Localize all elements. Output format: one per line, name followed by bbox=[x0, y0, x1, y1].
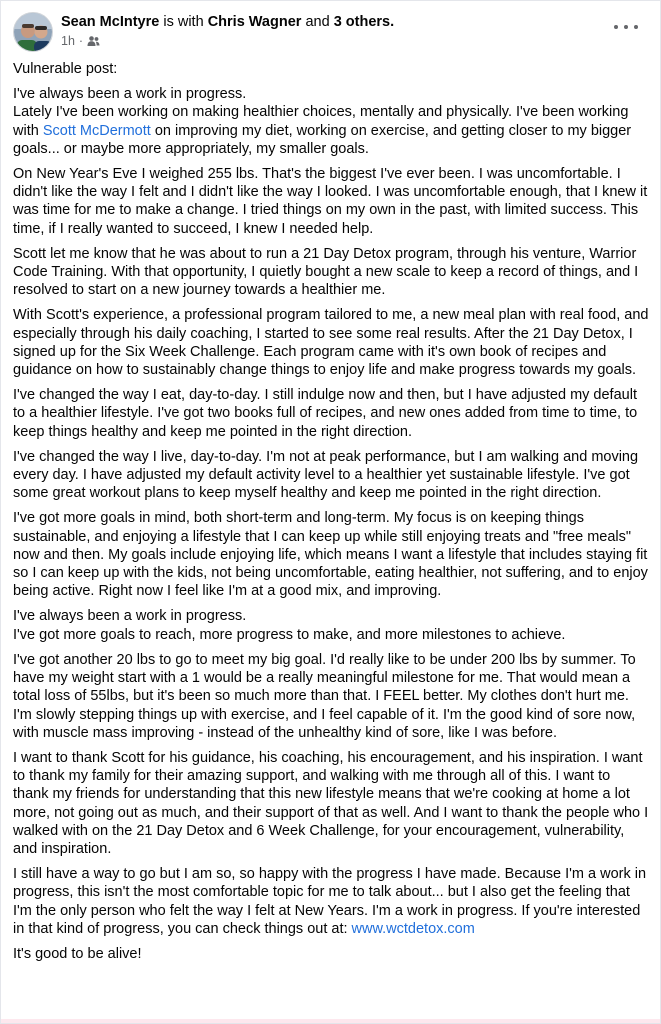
post-paragraph: I want to thank Scott for his guidance, his coaching, his encouragement, and his inspiration. I want to thank my family for their amazing support, and walking with me through all of this. I want to thank my friends for understanding that this new lifestyle means that we're cooking at home a lot more, not going out as much, and their support of that as well. And I want to thank the people who I walked with on the 21 Day Detox and 6 Week Challenge, for your encouragement, vulnerability, and inspiration. bbox=[13, 749, 649, 857]
post-meta bbox=[61, 33, 100, 49]
post-paragraph: I've got more goals in mind, both short-term and long-term. My focus is on keeping things sustainable, and enjoying a lifestyle that I can keep up while still enjoying treats and "free meals" now and then. My goals include enjoying life, which means I want a lifestyle that includes staying fit so I can keep up with the kids, not being uncomfortable, eating healthier, not suffering, and to enjoy being active. Right now I feel like I'm at a good mix, and improving. bbox=[13, 510, 648, 600]
external-url-link[interactable]: www.wctdetox.com bbox=[351, 920, 475, 937]
avatar[interactable] bbox=[13, 12, 53, 52]
post-author-line bbox=[61, 13, 394, 31]
post-paragraph: Scott let me know that he was about to run a 21 Day Detox program, through his venture, Warrior Code Training. With that opportunity, I quietly bought a new scale to keep a record of things, and I resolved to start on a new journey towards a healthier me. bbox=[13, 245, 639, 299]
more-dot-icon bbox=[624, 25, 628, 29]
paragraph-text: I've got more goals to reach, more progress to make, and more milestones to achieve. bbox=[13, 626, 566, 643]
author-name[interactable]: Sean McIntyre bbox=[61, 14, 160, 30]
paragraph-text: I've always been a work in progress. bbox=[13, 86, 247, 103]
more-dot-icon bbox=[614, 25, 618, 29]
paragraph-text: Vulnerable post: bbox=[13, 61, 118, 77]
post-paragraph bbox=[13, 607, 649, 643]
post-timestamp[interactable]: 1h bbox=[61, 34, 75, 48]
paragraph-text: I've always been a work in progress. bbox=[13, 608, 247, 625]
post-paragraph: With Scott's experience, a professional program tailored to me, a new meal plan with real food, and especially through his daily coaching, I started to see some real results. After the 21 Day Detox, I signed up for the Six Week Challenge. Each program came with it's own book of recipes and guidance on how to sustainably change things to enjoy life and make progress towards my goals. bbox=[13, 307, 649, 379]
mention-link[interactable]: Scott McDermott bbox=[42, 122, 151, 139]
more-dot-icon bbox=[634, 25, 638, 29]
post-paragraph: It's good to be alive! bbox=[13, 945, 142, 962]
paragraph-text: Lately I've been working on making healthier choices, mentally and physically. I've been working with bbox=[13, 104, 629, 139]
post-paragraph: I've changed the way I live, day-to-day. I'm not at peak performance, but I am walking and moving every day. I have adjusted my default activity level to a healthier yet sustainable lifestyle. I've got some great workout plans to keep myself healthy and keep me pointed in the right direction. bbox=[13, 448, 639, 502]
tagged-person-name[interactable]: Chris Wagner bbox=[207, 14, 302, 30]
meta-separator: · bbox=[78, 34, 84, 48]
post-paragraph bbox=[13, 85, 649, 158]
paragraph-text: on improving my diet, working on exercise, and getting closer to my bigger goals... or maybe more appropriately, my smaller goals. bbox=[13, 122, 632, 157]
post-paragraph bbox=[13, 865, 649, 938]
tagged-others-link[interactable]: 3 others. bbox=[333, 14, 395, 30]
more-options-button[interactable] bbox=[614, 19, 638, 35]
bottom-divider bbox=[1, 1019, 660, 1023]
paragraph-text: I still have a way to go but I am so, so happy with the progress I have made. Because I'm a work in progress, this isn't the most comfortable topic for me to talk about... but I also get the feeling that I'm the only person who felt the way I felt at New Years. I'm a work in progress. If you're interested in that kind of progress, you can check things out at: bbox=[13, 866, 647, 937]
post-body bbox=[13, 60, 649, 963]
and-text: and bbox=[305, 14, 330, 30]
post-paragraph: I've changed the way I eat, day-to-day. I still indulge now and then, but I have adjusted my default to a healthier lifestyle. I've got two books full of recipes, and new ones added from time to time, to keep things healthy and keep me pointed in the right direction. bbox=[13, 387, 638, 440]
post-header bbox=[1, 1, 660, 59]
post-paragraph: I've got another 20 lbs to go to meet my big goal. I'd really like to be under 200 lbs by summer. To have my weight start with a 1 would be a really meaningful milestone for me. That would mean a total loss of 55lbs, but it's been so much more than that. I FEEL better. My clothes don't hurt me. I'm slowly stepping things up with exercise, and I feel capable of it. I'm the good kind of sore now, with muscle mass improving - instead of the unhealthy kind of sore, like I was before. bbox=[13, 651, 636, 741]
avatar-photo bbox=[14, 13, 53, 52]
post-paragraph bbox=[13, 60, 649, 78]
post-paragraph: On New Year's Eve I weighed 255 lbs. That's the biggest I've ever been. I was uncomfortable. I didn't like the way I felt and I didn't like the way I looked. I was uncomfortable enough, that I knew it was time for me to make a change. I tried things on my own in the past, with limited success. This time, if I really wanted to succeed, I knew I needed help. bbox=[13, 166, 648, 237]
friends-icon[interactable] bbox=[87, 35, 100, 47]
is-with-text: is with bbox=[163, 14, 204, 30]
